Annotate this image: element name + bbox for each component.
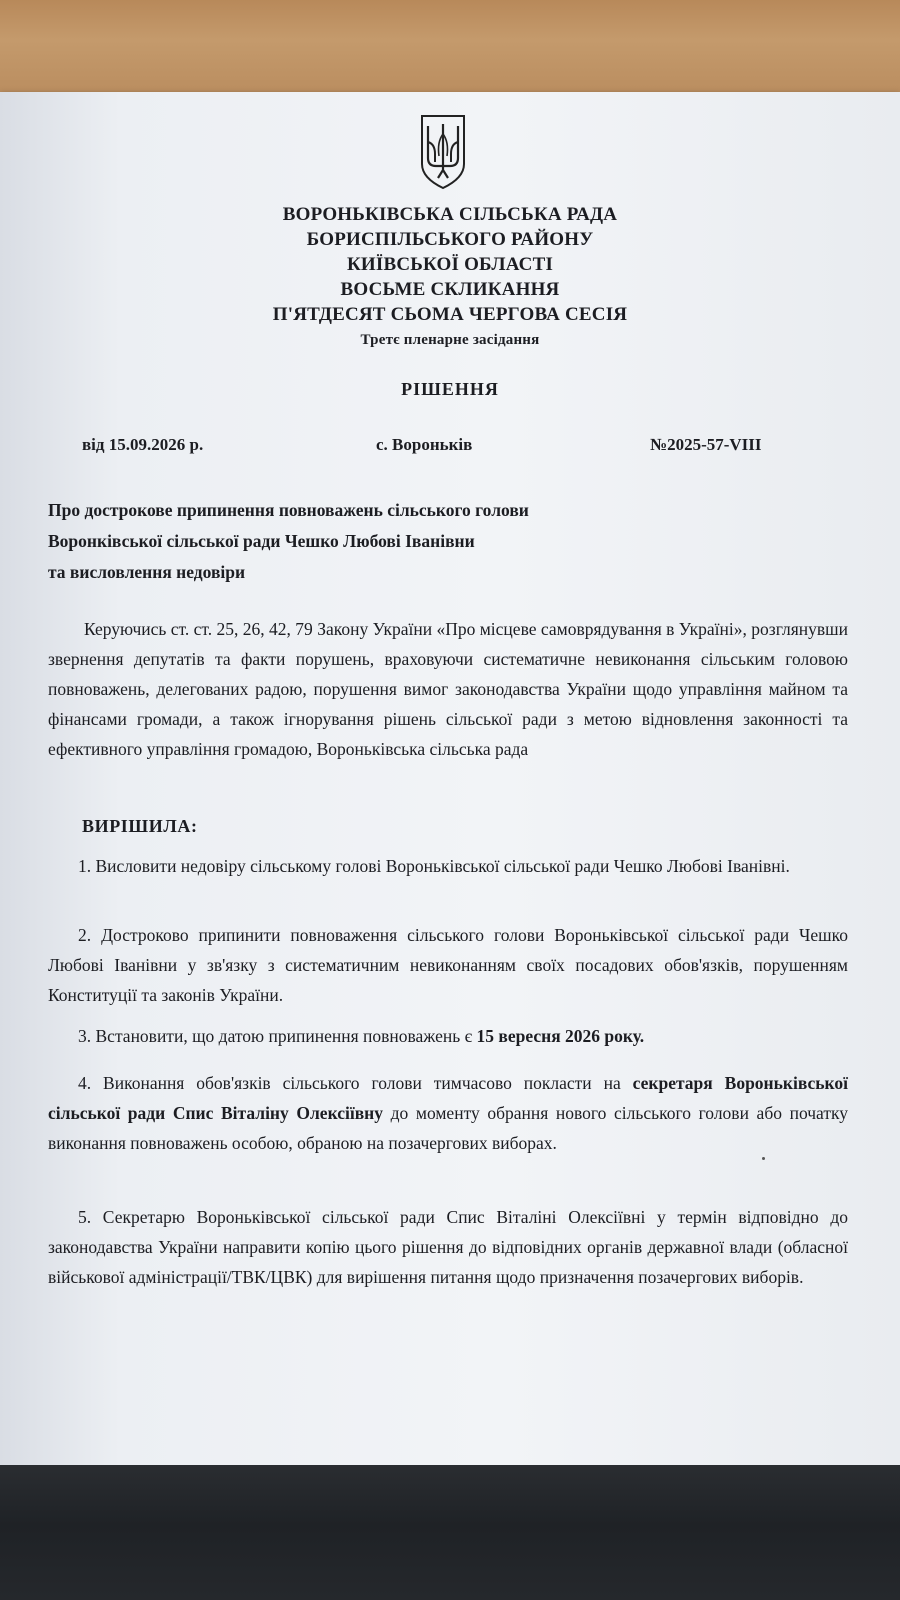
subject-line-3: та висловлення недовіри xyxy=(48,562,246,582)
item-4-rest: до моменту обрання нового сільського голови або початку виконання повноважень особою, обраною на позачергових виборах. xyxy=(48,1103,849,1153)
document-page xyxy=(0,92,900,1467)
decision-number: №2025-57-VIII xyxy=(650,435,762,454)
session-name: П'ЯТДЕСЯТ СЬОМА ЧЕРГОВА СЕСІЯ xyxy=(272,304,628,325)
plenary-meeting: Третє пленарне засідання xyxy=(360,332,540,348)
convocation: ВОСЬМЕ СКЛИКАННЯ xyxy=(340,279,560,300)
decided-heading: ВИРІШИЛА: xyxy=(82,816,198,836)
document-title: РІШЕННЯ xyxy=(401,379,499,399)
council-name: ВОРОНЬКІВСЬКА СІЛЬСЬКА РАДА xyxy=(282,204,618,225)
decision-date: від 15.09.2026 р. xyxy=(82,435,204,454)
item-3-text: 3. Встановити, що датою припинення повноважень є xyxy=(78,1026,477,1046)
ink-dot xyxy=(762,1157,765,1160)
decision-place: с. Вороньків xyxy=(376,435,473,454)
item-3 xyxy=(48,1021,848,1051)
decision-subject xyxy=(48,495,768,588)
subject-line-2: Воронківської сільської ради Чешко Любові Іванівни xyxy=(48,531,475,551)
preamble-paragraph: Керуючись ст. ст. 25, 26, 42, 79 Закону України «Про місцеве самоврядування в Україні», розглянувши звернення депутатів та факти порушень, враховуючи систематичне невиконання сільським головою повноважень, делегованих радою, порушення вимог законодавства України щодо управління майном та фінансами громади, а також ігнорування рішень сільської ради з метою відновлення законності та ефективного управління громадою, Вороньківська сільська рада xyxy=(48,619,848,759)
district-name: БОРИСПІЛЬСЬКОГО РАЙОНУ xyxy=(306,229,594,250)
item-4 xyxy=(48,1068,848,1158)
region-name: КИЇВСЬКОЇ ОБЛАСТІ xyxy=(346,254,554,275)
item-5: 5. Секретарю Вороньківської сільської ради Спис Віталіні Олексіївні у термін відповідно до законодавства України направити копію цього рішення до відповідних органів державної влади (обласної військової адміністрації/ТВК/ЦВК) для вирішення питання щодо призначення позачергових виборів. xyxy=(48,1207,848,1287)
item-4-text: 4. Виконання обов'язків сільського голови тимчасово покласти на xyxy=(78,1073,633,1093)
item-1: 1. Висловити недовіру сільському голові Вороньківської сільської ради Чешко Любові Іванівні. xyxy=(78,856,790,876)
item-3-date: 15 вересня 2026 року. xyxy=(476,1026,645,1046)
subject-line-1: Про дострокове припинення повноважень сільського голови xyxy=(48,500,529,520)
trident-emblem-icon xyxy=(418,112,468,190)
item-4-secretary: секретаря Вороньківської сільської ради Спис Віталіну Олексіївну xyxy=(48,1073,848,1123)
item-2: 2. Достроково припинити повноваження сільського голови Вороньківської сільської ради Чешко Любові Іванівни у зв'язку з систематичним невиконанням своїх посадових обов'язків, порушенням Конституції та законів України. xyxy=(48,925,848,1005)
desk-surface xyxy=(0,1465,900,1600)
